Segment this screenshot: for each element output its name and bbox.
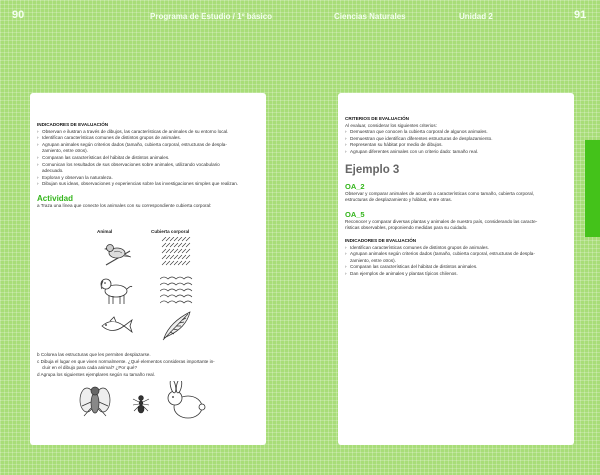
feather-icon — [160, 308, 194, 342]
criterios-intro: Al evaluar, considerar los siguientes criterios: — [345, 122, 437, 128]
oa5-text: Reconocer y comparar diversas plantas y animales de nuestro país, considerando las caracte- — [345, 218, 538, 224]
program-title: Programa de Estudio / 1º básico — [150, 12, 273, 21]
list-item: zamiento, entre otros). — [42, 148, 88, 154]
left-page — [30, 93, 266, 445]
scales-icon — [160, 275, 194, 305]
criterios-list — [345, 129, 568, 155]
list-item: › Agrupan animales según criterios dados (tamaño, cubierta corporal, estructuras de despla- — [37, 142, 260, 149]
fur-icon — [160, 237, 194, 269]
unit-title: Unidad 2 — [459, 12, 493, 21]
question-c: c Dibuja el lugar en que viven normalmente. ¿Qué elementos consideras importante in- — [37, 358, 215, 364]
rabbit-icon — [164, 381, 208, 421]
list-item: › Agrupan diferentes animales con un criterio dado: tamaño real. — [345, 149, 568, 156]
dog-icon — [98, 275, 134, 307]
list-item: › Identifican características comunes de distintos grupos de animales. — [37, 135, 260, 142]
page-number-left: 90 — [12, 9, 25, 21]
indicadores-list — [37, 129, 260, 188]
list-item: › Dibujan sus ideas, observaciones y experiencias sobre las investigaciones simples que realizan. — [37, 181, 260, 188]
list-item: zamiento, entre otros). — [350, 257, 396, 263]
list-item: › Observan e ilustran a través de dibujos, las características de animales de su entorno local. — [37, 129, 260, 136]
subject-title: Ciencias Naturales — [334, 12, 406, 21]
left-content — [37, 122, 260, 210]
left-questions — [37, 352, 260, 378]
list-item: adecuado. — [42, 168, 64, 174]
question-a: a Traza una línea que conecte los animales con su correspondiente cubierta corporal: — [37, 202, 212, 208]
list-item: › Agrupan animales según criterios dados (tamaño, cubierta corporal, estructuras de despla- — [345, 251, 568, 258]
question-b: b Colorea las estructuras que les permiten desplazarse. — [37, 352, 151, 357]
ant-icon — [130, 393, 152, 415]
question-c-cont: cluir en el dibujo para cada animal? ¿Por qué? — [42, 365, 137, 371]
list-item: › Comunican los resultados de sus observaciones sobre animales, utilizando vocabulario — [37, 162, 260, 169]
ejemplo-heading: Ejemplo 3 — [345, 163, 400, 176]
list-item: › Exploran y observan la naturaleza. — [37, 175, 260, 182]
indicadores-heading: INDICADORES DE EVALUACIÓN — [37, 122, 109, 127]
list-item: › Representan su hábitat por medio de dibujos. — [345, 142, 568, 149]
bird-icon — [100, 239, 134, 271]
page-number-right: 91 — [574, 9, 587, 21]
list-item: › Comparan las características del hábitat de distintos animales. — [345, 264, 568, 271]
oa5-text-cont: rísticas observables, proponiendo medidas para su cuidado. — [345, 225, 468, 231]
actividad-heading: Actividad — [37, 193, 74, 203]
column-header-animal: Animal — [97, 229, 113, 234]
oa2-text: Observar y comparar animales de acuerdo a características como tamaño, cubierta corporal, — [345, 190, 534, 196]
list-item: › Identifican características comunes de distintos grupos de animales. — [345, 245, 568, 252]
column-header-cubierta: Cubierta corporal — [151, 229, 190, 234]
fly-icon — [78, 382, 112, 420]
oa5-heading: OA_5 — [345, 209, 365, 219]
indicadores-list-right — [345, 245, 568, 278]
list-item: › Comparan las características del hábitat de distintos animales. — [37, 155, 260, 162]
list-item: › Dan ejemplos de animales y plantas típicos chilenos. — [345, 271, 568, 278]
oa2-heading: OA_2 — [345, 181, 365, 191]
indicadores-heading-right: INDICADORES DE EVALUACIÓN — [345, 237, 417, 243]
right-content — [345, 116, 568, 278]
fish-icon — [98, 315, 136, 337]
right-page — [338, 93, 574, 445]
list-item: › Demuestran que conocen la cubierta corporal de algunos animales. — [345, 129, 568, 136]
question-d: d Agrupa los siguientes ejemplares según su tamaño real. — [37, 371, 155, 377]
list-item: › Demuestran que identifican diferentes estructuras de desplazamiento. — [345, 136, 568, 143]
oa2-text-cont: estructuras de desplazamiento y hábitat, entre otras. — [345, 197, 452, 203]
criterios-heading: CRITERIOS DE EVALUACIÓN — [345, 116, 409, 121]
side-tab — [585, 140, 600, 237]
